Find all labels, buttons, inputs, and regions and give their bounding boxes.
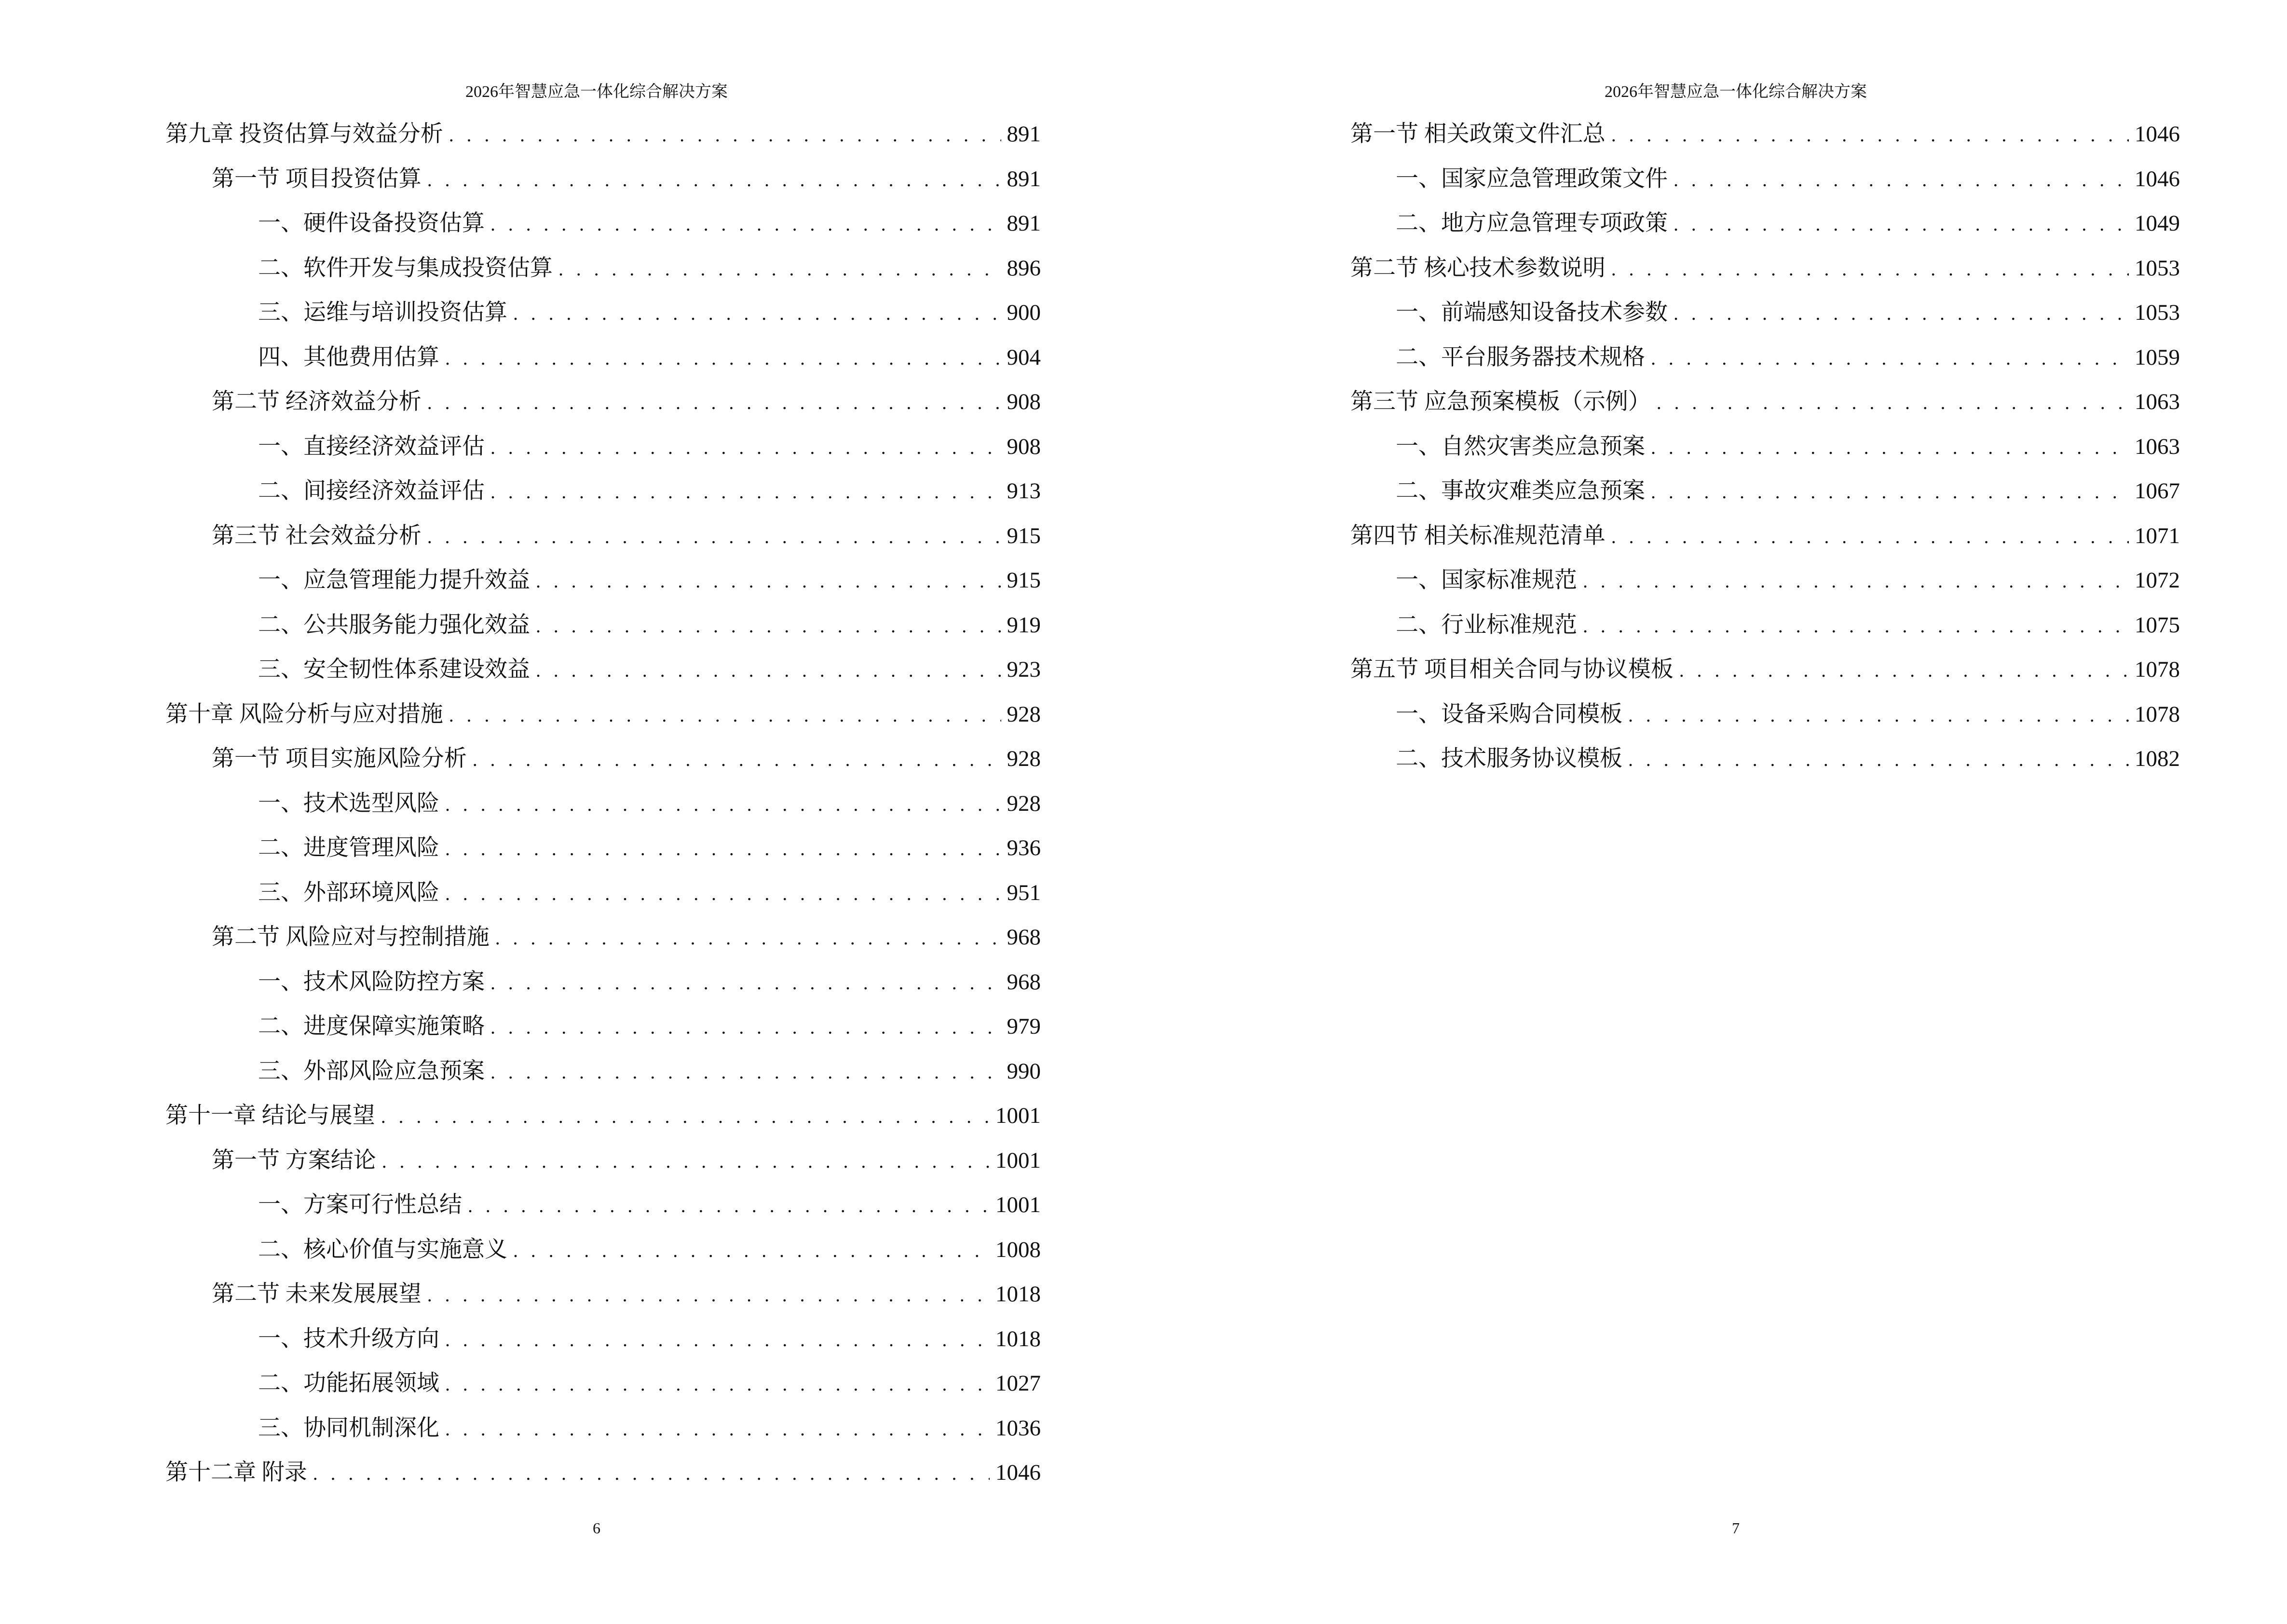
toc-entry-page: 908 xyxy=(1007,434,1041,459)
toc-section-entry[interactable] xyxy=(165,380,1041,424)
toc-entry-title: 第二节 核心技术参数说明 xyxy=(1350,255,1606,281)
dot-leader xyxy=(490,425,1001,470)
toc-subsection-entry[interactable] xyxy=(165,558,1041,603)
toc-entry-page: 1036 xyxy=(995,1415,1041,1441)
toc-section-entry[interactable] xyxy=(1350,380,2180,424)
toc-list xyxy=(1350,112,2180,781)
toc-entry-title: 第四节 相关标准规范清单 xyxy=(1350,523,1606,548)
toc-entry-title: 第一节 相关政策文件汇总 xyxy=(1350,122,1606,147)
toc-section-entry[interactable] xyxy=(165,514,1041,559)
dot-leader xyxy=(468,1184,990,1228)
toc-subsection-entry[interactable] xyxy=(165,1004,1041,1049)
dot-leader xyxy=(1679,648,2129,693)
toc-subsection-entry[interactable] xyxy=(165,603,1041,648)
dot-leader xyxy=(427,381,1001,425)
toc-entry-page: 1053 xyxy=(2135,300,2180,325)
toc-entry-page: 1075 xyxy=(2135,612,2180,638)
toc-entry-title: 二、行业标准规范 xyxy=(1396,612,1577,638)
dot-leader xyxy=(445,1362,990,1407)
page-number: 7 xyxy=(1732,1519,1740,1537)
toc-subsection-entry[interactable] xyxy=(1350,201,2180,246)
toc-entry-page: 936 xyxy=(1007,835,1041,860)
toc-subsection-entry[interactable] xyxy=(165,424,1041,469)
toc-entry-page: 919 xyxy=(1007,612,1041,638)
toc-chapter-entry[interactable] xyxy=(165,1450,1041,1495)
toc-entry-title: 一、方案可行性总结 xyxy=(258,1192,462,1217)
toc-subsection-entry[interactable] xyxy=(165,201,1041,246)
toc-subsection-entry[interactable] xyxy=(165,1361,1041,1406)
toc-entry-page: 928 xyxy=(1007,701,1041,727)
toc-entry-title: 一、技术选型风险 xyxy=(258,791,439,816)
page-number: 6 xyxy=(593,1519,600,1537)
toc-entry-title: 三、外部风险应急预案 xyxy=(258,1058,485,1084)
toc-chapter-entry[interactable] xyxy=(165,692,1041,737)
toc-entry-title: 四、其他费用估算 xyxy=(258,344,439,370)
dot-leader xyxy=(536,604,1001,649)
dot-leader xyxy=(1583,559,2129,604)
toc-entry-title: 二、技术服务协议模板 xyxy=(1396,746,1622,771)
dot-leader xyxy=(1657,381,2129,425)
toc-section-entry[interactable] xyxy=(1350,246,2180,291)
right-page xyxy=(1157,0,2287,1624)
toc-entry-title: 二、公共服务能力强化效益 xyxy=(258,612,530,638)
toc-entry-page: 1027 xyxy=(995,1371,1041,1396)
toc-entry-title: 第五节 项目相关合同与协议模板 xyxy=(1350,657,1674,682)
toc-entry-page: 1063 xyxy=(2135,434,2180,459)
toc-chapter-entry[interactable] xyxy=(165,1093,1041,1138)
toc-entry-page: 1078 xyxy=(2135,701,2180,727)
toc-entry-page: 1046 xyxy=(2135,166,2180,191)
toc-subsection-entry[interactable] xyxy=(1350,603,2180,648)
toc-section-entry[interactable] xyxy=(1350,647,2180,692)
toc-entry-title: 二、地方应急管理专项政策 xyxy=(1396,211,1668,236)
dot-leader xyxy=(1628,693,2129,738)
toc-entry-page: 968 xyxy=(1007,969,1041,995)
toc-section-entry[interactable] xyxy=(165,157,1041,202)
dot-leader xyxy=(445,1318,990,1363)
dot-leader xyxy=(449,113,1001,158)
dot-leader xyxy=(1651,470,2129,515)
toc-subsection-entry[interactable] xyxy=(165,826,1041,871)
toc-entry-page: 1072 xyxy=(2135,568,2180,593)
toc-entry-title: 第二节 未来发展展望 xyxy=(212,1282,422,1307)
toc-subsection-entry[interactable] xyxy=(165,781,1041,826)
toc-section-entry[interactable] xyxy=(165,1272,1041,1317)
toc-entry-page: 1018 xyxy=(995,1282,1041,1307)
dot-leader xyxy=(382,1139,990,1184)
toc-entry-title: 第三节 应急预案模板（示例） xyxy=(1350,389,1651,414)
dot-leader xyxy=(1674,158,2129,203)
dot-leader xyxy=(427,158,1001,203)
toc-subsection-entry[interactable] xyxy=(165,1406,1041,1451)
toc-subsection-entry[interactable] xyxy=(1350,424,2180,469)
toc-entry-title: 一、硬件设备投资估算 xyxy=(258,211,485,236)
dot-leader xyxy=(445,336,1001,381)
toc-entry-page: 979 xyxy=(1007,1014,1041,1039)
toc-subsection-entry[interactable] xyxy=(165,871,1041,915)
toc-entry-page: 891 xyxy=(1007,166,1041,191)
toc-entry-title: 一、前端感知设备技术参数 xyxy=(1396,300,1668,325)
toc-subsection-entry[interactable] xyxy=(165,647,1041,692)
dot-leader xyxy=(445,827,1001,872)
toc-entry-title: 第一节 项目投资估算 xyxy=(212,166,422,191)
dot-leader xyxy=(1611,113,2129,158)
toc-subsection-entry[interactable] xyxy=(165,1228,1041,1272)
dot-leader xyxy=(381,1094,990,1139)
dot-leader xyxy=(445,872,1001,916)
toc-entry-title: 三、运维与培训投资估算 xyxy=(258,300,507,325)
toc-section-entry[interactable] xyxy=(165,1138,1041,1183)
dot-leader xyxy=(1674,291,2129,336)
toc-entry-page: 1059 xyxy=(2135,344,2180,370)
dot-leader xyxy=(473,737,1001,782)
toc-subsection-entry[interactable] xyxy=(165,1049,1041,1094)
toc-entry-page: 1001 xyxy=(995,1103,1041,1128)
toc-entry-title: 二、进度保障实施策略 xyxy=(258,1014,485,1039)
toc-entry-page: 990 xyxy=(1007,1058,1041,1084)
toc-section-entry[interactable] xyxy=(165,915,1041,960)
toc-subsection-entry[interactable] xyxy=(1350,157,2180,202)
toc-subsection-entry[interactable] xyxy=(1350,469,2180,514)
toc-subsection-entry[interactable] xyxy=(1350,558,2180,603)
toc-subsection-entry[interactable] xyxy=(1350,737,2180,781)
toc-entry-page: 1082 xyxy=(2135,746,2180,771)
toc-subsection-entry[interactable] xyxy=(165,469,1041,514)
dot-leader xyxy=(513,291,1001,336)
toc-entry-page: 928 xyxy=(1007,791,1041,816)
toc-entry-title: 第十章 风险分析与应对措施 xyxy=(165,701,443,727)
toc-entry-title: 一、设备采购合同模板 xyxy=(1396,701,1622,727)
toc-entry-page: 1008 xyxy=(995,1237,1041,1262)
toc-entry-title: 二、软件开发与集成投资估算 xyxy=(258,255,553,281)
toc-entry-page: 891 xyxy=(1007,211,1041,236)
toc-entry-page: 1049 xyxy=(2135,211,2180,236)
running-header: 2026年智慧应急一体化综合解决方案 xyxy=(465,83,728,101)
toc-entry-page: 1078 xyxy=(2135,657,2180,682)
dot-leader xyxy=(536,648,1001,693)
toc-subsection-entry[interactable] xyxy=(165,960,1041,1005)
toc-entry-title: 一、应急管理能力提升效益 xyxy=(258,568,530,593)
toc-subsection-entry[interactable] xyxy=(1350,335,2180,380)
toc-entry-title: 二、间接经济效益评估 xyxy=(258,478,485,504)
dot-leader xyxy=(1611,247,2129,292)
toc-entry-page: 904 xyxy=(1007,344,1041,370)
toc-entry-title: 一、自然灾害类应急预案 xyxy=(1396,434,1645,459)
toc-entry-title: 二、功能拓展领域 xyxy=(258,1371,439,1396)
dot-leader xyxy=(449,693,1001,738)
toc-entry-page: 900 xyxy=(1007,300,1041,325)
toc-entry-page: 1071 xyxy=(2135,523,2180,548)
dot-leader xyxy=(1583,604,2129,649)
toc-entry-title: 二、平台服务器技术规格 xyxy=(1396,344,1645,370)
toc-entry-page: 1018 xyxy=(995,1326,1041,1351)
toc-subsection-entry[interactable] xyxy=(165,290,1041,335)
toc-chapter-entry[interactable] xyxy=(165,112,1041,157)
toc-entry-page: 968 xyxy=(1007,925,1041,950)
toc-subsection-entry[interactable] xyxy=(165,335,1041,380)
dot-leader xyxy=(445,782,1001,827)
toc-subsection-entry[interactable] xyxy=(165,1317,1041,1362)
toc-list xyxy=(165,112,1041,1495)
toc-entry-page: 1046 xyxy=(2135,122,2180,147)
dot-leader xyxy=(1628,737,2129,782)
toc-entry-page: 1001 xyxy=(995,1192,1041,1217)
toc-entry-title: 一、技术风险防控方案 xyxy=(258,969,485,995)
toc-entry-title: 二、进度管理风险 xyxy=(258,835,439,860)
toc-entry-page: 915 xyxy=(1007,568,1041,593)
toc-entry-title: 第二节 风险应对与控制措施 xyxy=(212,925,490,950)
toc-entry-page: 896 xyxy=(1007,255,1041,281)
dot-leader xyxy=(445,1407,990,1452)
toc-entry-page: 1046 xyxy=(995,1460,1041,1485)
dot-leader xyxy=(536,559,1001,604)
toc-entry-title: 第三节 社会效益分析 xyxy=(212,523,422,548)
dot-leader xyxy=(495,916,1001,961)
toc-entry-title: 第一节 方案结论 xyxy=(212,1147,376,1173)
toc-entry-page: 915 xyxy=(1007,523,1041,548)
dot-leader xyxy=(490,202,1001,247)
dot-leader xyxy=(427,1273,990,1318)
toc-entry-title: 三、外部环境风险 xyxy=(258,880,439,905)
toc-subsection-entry[interactable] xyxy=(1350,692,2180,737)
dot-leader xyxy=(490,961,1001,1006)
running-header: 2026年智慧应急一体化综合解决方案 xyxy=(1605,83,1867,101)
toc-entry-title: 二、核心价值与实施意义 xyxy=(258,1237,507,1262)
dot-leader xyxy=(513,1228,990,1273)
toc-entry-title: 二、事故灾难类应急预案 xyxy=(1396,478,1645,504)
toc-entry-title: 一、技术升级方向 xyxy=(258,1326,439,1351)
dot-leader xyxy=(490,1005,1001,1050)
dot-leader xyxy=(490,470,1001,515)
dot-leader xyxy=(1651,336,2129,381)
dot-leader xyxy=(1651,425,2129,470)
dot-leader xyxy=(427,515,1001,560)
toc-entry-page: 928 xyxy=(1007,746,1041,771)
toc-entry-title: 第二节 经济效益分析 xyxy=(212,389,422,414)
toc-entry-title: 一、国家应急管理政策文件 xyxy=(1396,166,1668,191)
toc-entry-page: 1053 xyxy=(2135,255,2180,281)
dot-leader xyxy=(1611,515,2129,560)
toc-entry-page: 1067 xyxy=(2135,478,2180,504)
dot-leader xyxy=(490,1050,1001,1095)
toc-section-entry[interactable] xyxy=(165,737,1041,781)
toc-entry-page: 923 xyxy=(1007,657,1041,682)
toc-entry-page: 908 xyxy=(1007,389,1041,414)
toc-subsection-entry[interactable] xyxy=(165,1183,1041,1228)
toc-entry-page: 891 xyxy=(1007,122,1041,147)
toc-entry-page: 913 xyxy=(1007,478,1041,504)
toc-entry-title: 第九章 投资估算与效益分析 xyxy=(165,122,443,147)
toc-entry-title: 一、国家标准规范 xyxy=(1396,568,1577,593)
toc-entry-page: 951 xyxy=(1007,880,1041,905)
toc-section-entry[interactable] xyxy=(1350,514,2180,559)
toc-entry-title: 三、协同机制深化 xyxy=(258,1415,439,1441)
toc-entry-page: 1001 xyxy=(995,1147,1041,1173)
toc-section-entry[interactable] xyxy=(1350,112,2180,157)
toc-entry-title: 第十二章 附录 xyxy=(165,1460,307,1485)
toc-subsection-entry[interactable] xyxy=(1350,290,2180,335)
dot-leader xyxy=(313,1451,990,1496)
dot-leader xyxy=(558,247,1001,292)
toc-entry-title: 一、直接经济效益评估 xyxy=(258,434,485,459)
toc-entry-page: 1063 xyxy=(2135,389,2180,414)
toc-subsection-entry[interactable] xyxy=(165,246,1041,291)
toc-entry-title: 第一节 项目实施风险分析 xyxy=(212,746,467,771)
toc-entry-title: 第十一章 结论与展望 xyxy=(165,1103,375,1128)
toc-entry-title: 三、安全韧性体系建设效益 xyxy=(258,657,530,682)
dot-leader xyxy=(1674,202,2129,247)
